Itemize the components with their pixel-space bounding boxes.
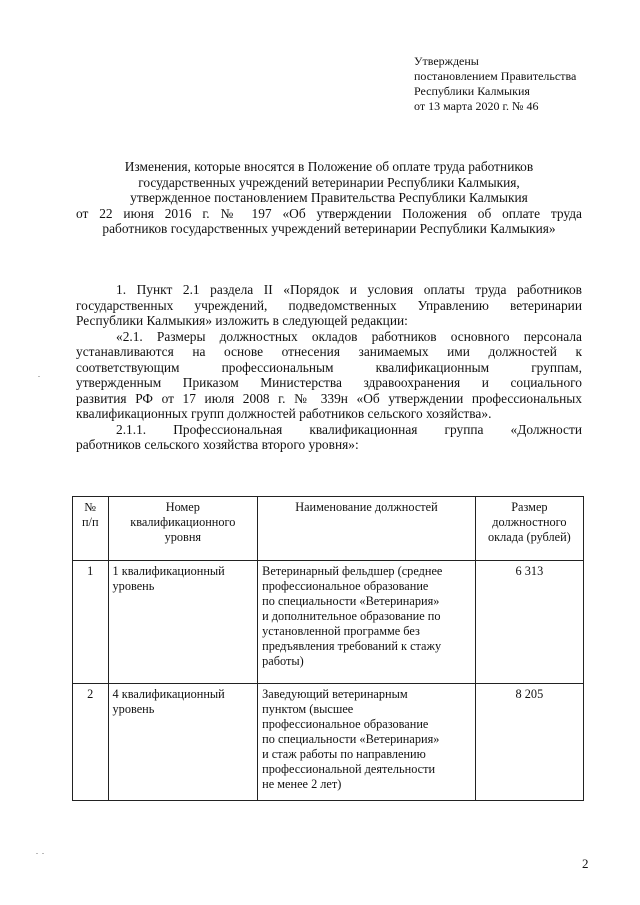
scan-speck (42, 853, 44, 854)
title-line: государственных учреждений ветеринарии Республики Калмыкия, (138, 174, 520, 190)
paragraph-1-line: государственных учреждений, подведомственных Управлению ветеринарии (76, 297, 582, 313)
scan-speck (38, 376, 40, 377)
paragraph-1-line: Республики Калмыкия» изложить в следующей редакции: (76, 313, 408, 328)
paragraph-3-line: работников сельского хозяйства второго уровня»: (76, 437, 359, 452)
paragraph-2-line: «2.1. Размеры должностных окладов работников основного персонала (116, 328, 582, 344)
approval-line: постановлением Правительства (414, 69, 577, 83)
title-line: утвержденное постановлением Правительства Республики Калмыкия (130, 190, 528, 205)
header-salary: Размер должностного оклада (рублей) (475, 497, 583, 561)
row-position: Ветеринарный фельдшер (среднее профессиональное образование по специальности «Ветеринария» и дополнительное образование по установленной программе без предъявления требований к стажу работы) (258, 561, 476, 684)
header-number: № п/п (73, 497, 109, 561)
row-salary: 8 205 (475, 684, 583, 801)
approval-line: Республики Калмыкия (414, 84, 530, 98)
title-line: Изменения, которые вносятся в Положение об оплате труда работников (124, 159, 534, 174)
row-level: 1 квалификационный уровень (108, 561, 258, 684)
approval-date-line: от 13 марта 2020 г. № 46 (414, 99, 539, 113)
table-header-row (73, 497, 584, 561)
title-line: работников государственных учреждений ветеринарии Республики Калмыкия» (102, 221, 556, 236)
paragraph-2-line: утвержденным Приказом Министерства здравоохранения и социального (76, 375, 582, 390)
row-number: 2 (73, 684, 109, 801)
title-line: от 22 июня 2016 г. № 197 «Об утверждении Положения об оплате труда (76, 205, 582, 221)
header-position: Наименование должностей (258, 497, 476, 561)
row-position: Заведующий ветеринарным пунктом (высшее профессиональное образование по специальности «Ветеринария» и стаж работы по направлению профессиональной деятельности не менее 2 лет) (258, 684, 476, 801)
document-title (76, 159, 582, 237)
paragraph-1-line: 1. Пункт 2.1 раздела II «Порядок и условия оплаты труда работников (116, 282, 582, 297)
document-body (76, 282, 582, 453)
paragraph-2-line: соответствующим профессиональным квалификационным группам, (76, 359, 582, 375)
paragraph-2-line: квалификационных групп должностей работников сельского хозяйства». (76, 406, 492, 421)
paragraph-2-line: развития РФ от 17 июля 2008 г. № 339н «Об утверждении профессиональных (76, 390, 582, 406)
paragraph-2-line: устанавливаются на основе отнесения занимаемых ими должностей к (76, 344, 582, 359)
approval-stamp (414, 54, 614, 114)
paragraph-3-line: 2.1.1. Профессиональная квалификационная группа «Должности (116, 421, 582, 437)
scan-speck (36, 853, 38, 854)
page-number: 2 (582, 856, 589, 871)
row-salary: 6 313 (475, 561, 583, 684)
table-row (73, 684, 584, 801)
row-level: 4 квалификационный уровень (108, 684, 258, 801)
header-level: Номер квалификационного уровня (108, 497, 258, 561)
approval-line: Утверждены (414, 54, 479, 68)
table-row (73, 561, 584, 684)
salary-table (72, 496, 584, 801)
row-number: 1 (73, 561, 109, 684)
